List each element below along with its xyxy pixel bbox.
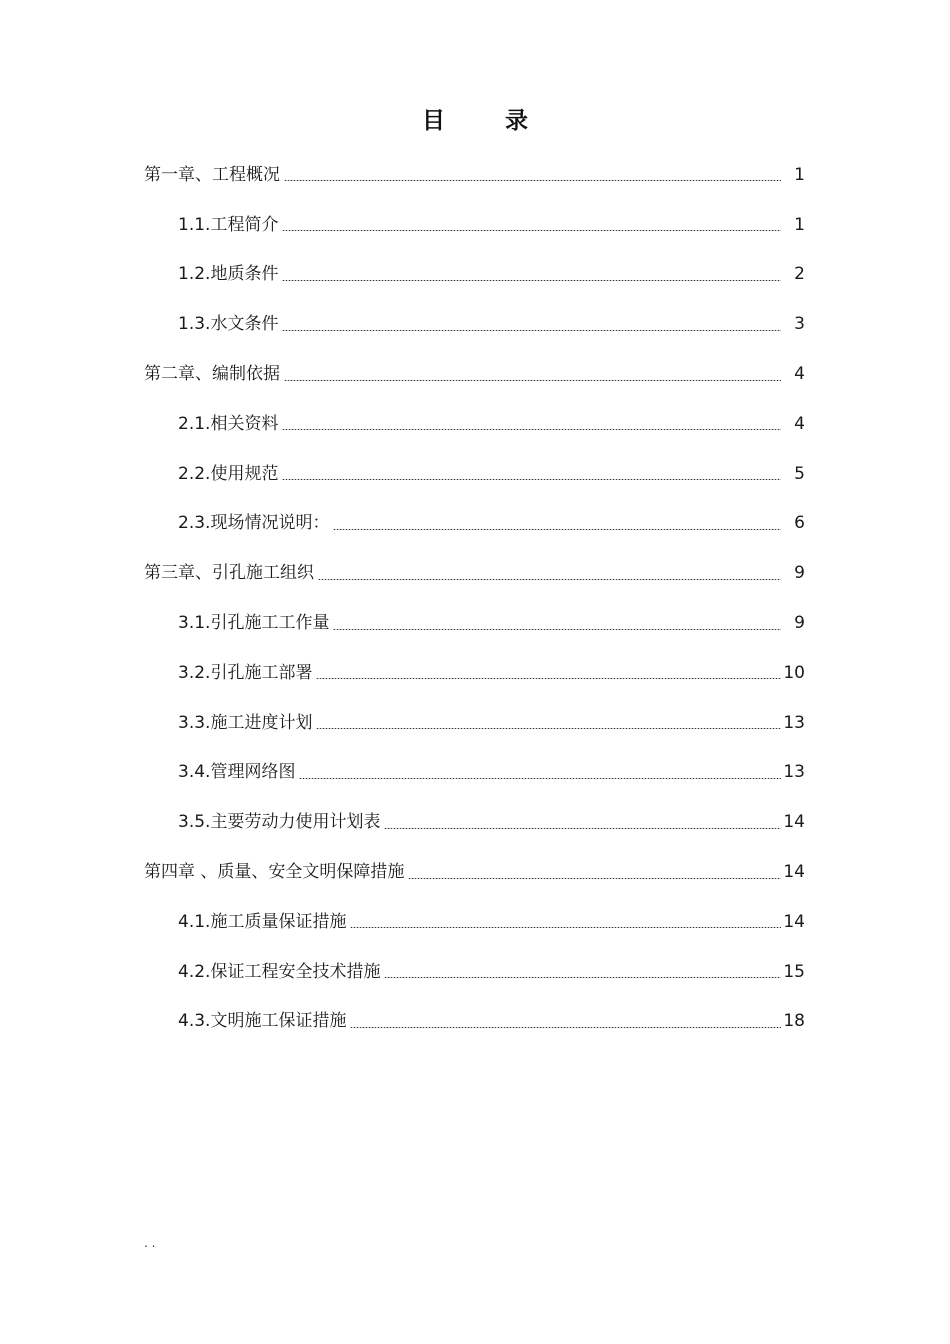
toc-entry-label: 第一章、工程概况: [144, 164, 280, 185]
toc-entry-page: 10: [783, 662, 805, 683]
toc-entry-page: 13: [783, 712, 805, 733]
toc-entry-page: 9: [794, 613, 805, 634]
toc-entry[interactable]: [0, 349, 950, 399]
toc-entry-label: 4.2.保证工程安全技术措施: [178, 961, 381, 982]
toc-entry-label: 3.5.主要劳动力使用计划表: [178, 812, 381, 833]
toc-entry-page: 5: [794, 463, 805, 484]
toc-entry-page: 1: [794, 214, 805, 235]
toc-entry-label: 3.2.引孔施工部署: [178, 662, 313, 683]
toc-entry-page: 13: [783, 762, 805, 783]
toc-entry[interactable]: [0, 947, 950, 997]
dot-leader: [384, 977, 781, 978]
toc-entry-page: 1: [794, 164, 805, 185]
toc-list: [0, 150, 950, 1046]
footer-mark: . .: [144, 1236, 156, 1250]
toc-entry[interactable]: [0, 499, 950, 549]
toc-entry-label: 4.1.施工质量保证措施: [178, 911, 347, 932]
toc-entry[interactable]: [0, 648, 950, 698]
toc-entry-label: 2.2.使用规范: [178, 463, 279, 484]
dot-leader: [316, 728, 781, 729]
dot-leader: [299, 778, 781, 779]
toc-entry-page: 6: [794, 513, 805, 534]
dot-leader: [384, 828, 781, 829]
toc-entry-page: 14: [783, 862, 805, 883]
toc-entry-label: 3.4.管理网络图: [178, 762, 296, 783]
toc-entry[interactable]: [0, 399, 950, 449]
toc-entry-label: 2.3.现场情况说明：: [178, 513, 330, 534]
toc-entry-label: 第四章 、质量、安全文明保障措施: [144, 862, 405, 883]
dot-leader: [284, 380, 781, 381]
toc-entry-label: 2.1.相关资料: [178, 413, 279, 434]
toc-entry[interactable]: [0, 598, 950, 648]
toc-title: 目 录: [421, 108, 554, 134]
toc-entry[interactable]: [0, 150, 950, 200]
toc-entry-label: 1.2.地质条件: [178, 264, 279, 285]
toc-entry-page: 4: [794, 413, 805, 434]
toc-entry-label: 4.3.文明施工保证措施: [178, 1011, 347, 1032]
dot-leader: [333, 629, 781, 630]
dot-leader: [282, 230, 781, 231]
toc-entry[interactable]: [0, 250, 950, 300]
toc-entry[interactable]: [0, 748, 950, 798]
toc-entry-label: 1.1.工程简介: [178, 214, 279, 235]
toc-entry-page: 9: [794, 563, 805, 584]
dot-leader: [282, 429, 781, 430]
dot-leader: [350, 1027, 781, 1028]
toc-entry-label: 3.3.施工进度计划: [178, 712, 313, 733]
toc-entry-page: 14: [783, 812, 805, 833]
toc-entry-page: 18: [783, 1011, 805, 1032]
dot-leader: [350, 927, 781, 928]
toc-entry-page: 2: [794, 264, 805, 285]
dot-leader: [408, 878, 781, 879]
toc-entry-page: 4: [794, 364, 805, 385]
dot-leader: [318, 579, 781, 580]
toc-entry-page: 14: [783, 911, 805, 932]
toc-entry[interactable]: [0, 997, 950, 1047]
toc-entry[interactable]: [0, 797, 950, 847]
dot-leader: [284, 180, 781, 181]
toc-entry[interactable]: [0, 200, 950, 250]
toc-entry[interactable]: [0, 548, 950, 598]
dot-leader: [282, 479, 781, 480]
toc-entry-label: 第二章、编制依据: [144, 364, 280, 385]
toc-entry-label: 1.3.水文条件: [178, 314, 279, 335]
dot-leader: [282, 280, 781, 281]
toc-entry-label: 第三章、引孔施工组织: [144, 563, 314, 584]
toc-entry-label: 3.1.引孔施工工作量: [178, 613, 330, 634]
toc-entry[interactable]: [0, 449, 950, 499]
toc-entry[interactable]: [0, 698, 950, 748]
toc-entry[interactable]: [0, 299, 950, 349]
dot-leader: [316, 678, 781, 679]
dot-leader: [282, 330, 781, 331]
toc-entry-page: 3: [794, 314, 805, 335]
toc-entry-page: 15: [783, 961, 805, 982]
toc-entry[interactable]: [0, 897, 950, 947]
toc-entry[interactable]: [0, 847, 950, 897]
dot-leader: [333, 529, 781, 530]
